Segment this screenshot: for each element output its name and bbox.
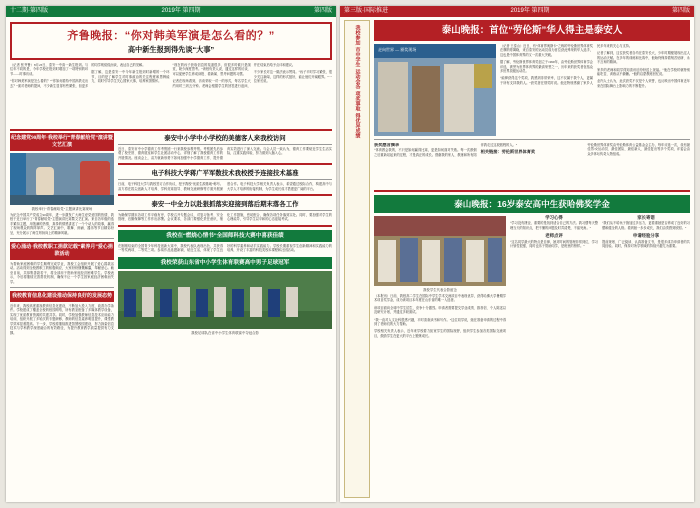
feature-side-4-text: 提前规划、广泛阅读、认真准备文书，是很多成功申请者的共同经验。同时，保持对所学领域的持续兴趣尤为重要。	[602, 239, 690, 249]
center-block-2-text: 日前，电子科技大学与我校签订合作协议，授予我校“优质生源基地”称号。双方将在拔尖创新人才培养、学科竞赛指导、教师交流研修等方面开展深度合作。电子科技大学相关负责人表示，希望通过校际合作，构建高中与大学人才培养的衔接机制，为学生成长成才搭建更广阔的平台。	[118, 182, 332, 191]
divider	[10, 238, 114, 239]
divider	[118, 225, 332, 227]
header-left-text: 第三版·国际推进	[344, 8, 388, 14]
divider	[118, 210, 332, 211]
center-block-5-title: 我校荣获山东省中小学生体育联赛高中男子足球冠军	[118, 257, 332, 269]
page-right	[340, 6, 694, 502]
sidebar-line-3: 运动会各	[354, 69, 360, 89]
feature-side-3-text: “我们从不给孩子施加过多压力，更看重她是否养成了良好的习惯和健全的人格。看到她一步步成长，我们由衷感到欣慰。”	[602, 221, 690, 230]
feature-photo-caption: 我校学生代表合影留念	[423, 288, 457, 292]
center-block-1-text: 近日，泰安市中小学德育工作考察团一行来我校参观考察。考察团先后参观了校史馆、德育展室和学生社团活动中心，详细了解了我校德育工作的开展情况。座谈会上，双方就新形势下如何加强中小学德育工作、提升德育实效进行了深入交流。与会人员一致认为，德育工作要贴近学生生活实际，注重实践体验，努力做到入脑入心。	[118, 147, 332, 160]
block-1-text: 为纪念中国共产党成立90周年，进一步激发广大师生爱党爱国的热情，我校于近日举行了“青春献给党”主题演讲比赛暨文艺汇演。来自各年级的选手紧扣主题，用饱满的热情、真挚的情感讲述了一个个动人的故事，赢得了现场观众的阵阵掌声。文艺汇演中，歌舞、朗诵、器乐等节目精彩纷呈，充分展示了师生昂扬向上的精神风貌。	[10, 213, 114, 235]
right-subsection-2-title: 相关链接：劳伦斯世界体育奖	[480, 149, 536, 155]
photo-students-group	[374, 216, 506, 286]
feature-side-2-text: “这名同学最大的特点是自律，她对时间的管理非常到位，学习计划性很强，同时也乐于帮助同学，是班里的榜样。”	[510, 239, 598, 249]
center-column	[118, 133, 332, 502]
body-paragraph-4: 记者在现场看到，访谈采取一对一的形式，每名学生大约用时三到五分钟。老师会根据学生的回答进行追问，并在结束后给予点评和建议。	[172, 63, 296, 88]
block-2-title: 爱心涌动·我校教职工捐款记载“素养月”爱心捐款活动	[10, 242, 114, 260]
sidebar-line-5: 得优异成绩	[354, 113, 360, 138]
block-2-text: 为帮助家庭困难的学生顺利完成学业，我校工会组织开展了爱心捐款活动。活动得到全校教职工的积极响应，大家纷纷慷慨解囊，奉献爱心。截至目前，共募集善款若干，将全部用于资助家庭经济困难学生。学校表示，今后将继续完善帮扶机制，确保不让一个学生因家庭经济困难而失学。	[10, 262, 114, 284]
divider	[374, 190, 690, 192]
header-right-text: 第四版	[313, 8, 332, 14]
photo-caption-1: 我校举行“青春献给党”主题演讲比赛现场	[31, 207, 93, 211]
center-block-4-text: 在刚刚结束的全国青少年科技创新大赛中，我校代表队表现出色，共获得一等奖两项、二等奖三项。参赛作品选题新颖，贴近生活，体现了学生良好的科学素养和动手实践能力。学校长期重视学生创新精神和实践能力的培养，开设了丰富的科技类校本课程和社团活动。	[118, 243, 332, 253]
page-left	[6, 6, 336, 502]
photo-stage-performance	[10, 153, 114, 205]
divider	[118, 179, 332, 180]
right-body-paragraph-1: 据了解，劳伦斯世界体育奖创立于1999年，由劳伦斯世界体育学会评选，被誉为世界体育界的最高荣誉之一，历年来的获奖者包括众多世界顶级运动员。	[500, 60, 593, 74]
center-block-3-text: 为确保学期末各项工作平稳有序，学校召开专题会议，对复习备考、安全管理、后勤保障等工作作出部署。会议要求，各部门要强化责任意识，细化工作措施，密切配合，确保各项任务落到实处。同时，要加强对学生的心理疏导，引导学生以平和的心态迎接考试。	[118, 213, 332, 222]
body-paragraph-2: 据了解，这是泰安一中今年新生报到时新增的一个环节，目的是了解学生对时事政治的关注程度和思辨能力，同时引导学生关心国家大事，培养家国情怀。	[91, 70, 170, 84]
page-right-header	[340, 6, 694, 17]
divider	[118, 144, 332, 145]
right-body-paragraph-4: 家乡的老师和同学得知喜讯后纷纷送上祝福。“他在学校时就特别能吃苦，训练从不偷懒。”他的启蒙教练回忆说。	[597, 67, 690, 77]
photo-award-ceremony	[374, 44, 496, 136]
sidebar-line-4: 项奖事取	[354, 91, 360, 111]
header-right-text: 第四版	[671, 8, 690, 14]
sidebar-vertical-banner	[344, 20, 370, 498]
photo-caption-2: 我校足球队在省中小学生体育联赛中夺冠合影	[191, 330, 259, 335]
sidebar-line-2: 市中学生	[354, 47, 360, 67]
headline-sub: 高中新生报到得先谈“大事”	[127, 45, 215, 54]
block-3-title: 我校教育信息化建设推动保持良好的发展态势	[10, 291, 114, 302]
right-body-paragraph-2: “能够获得这个奖项，我感到非常荣幸，这不仅属于我个人，更属于所有支持我的人。”获奖者在领奖时说。他还特别感谢了家乡人民多年来的关心与支持。	[500, 44, 633, 85]
body-paragraph-1: “你对韩美军演是怎么看的？”“你如何看待中国高铁走出去？”面对老师的提问，不少新生显得有些紧张，但更多的同学则侃侃而谈，表达自己的见解。	[10, 63, 146, 88]
center-block-1-title: 泰安中小学中小学校的美德客人来我校访问	[164, 135, 286, 142]
divider	[118, 163, 332, 165]
center-block-4-title: 我校在“燃烧心情书”全国师科技大赛中喜获佳绩	[118, 230, 332, 242]
headline-main: 齐鲁晚报：“你对韩美军演是怎么看的？”	[67, 30, 275, 42]
photo-caption-overlay: 走向世界 — 颁奖现场	[378, 47, 417, 52]
header-left-text: 十二期·第四版	[10, 8, 48, 14]
right-subsection-2-text: 劳伦斯世界体育奖由劳伦斯体育公益基金会主办，每年评选一次，设有最佳男/女运动员、最佳团队、最佳新人、最佳复出等多个奖项，评委会由众多体坛传奇人物组成。	[587, 143, 690, 156]
right-lead-paragraph: （记者 王泰山）近日，有“体育界奥斯卡”之称的劳伦斯世界体育奖在摩纳哥揭晓，来自泰安的运动员成为首位获此殊荣的华人选手，这也是中国体育界的又一次重大突破。	[500, 44, 593, 57]
sidebar-line-1: 我校参加	[354, 25, 360, 45]
divider	[10, 129, 332, 131]
body-paragraph-5: 不少家长对这一做法表示赞同。“孩子平时学习紧张，很少关注新闻，这样的形式挺好，能让他们开阔眼界。”一位家长说。	[253, 70, 332, 84]
body-paragraph-3: “现在的孩子获取信息的渠道很多，但很多时候只是浏览，缺少深度思考。”该校负责人说，通过这样的访谈，可以促使学生养成读报、看新闻、思考问题的习惯。	[172, 63, 251, 76]
right-lead-body	[500, 44, 690, 136]
lead-headline-box	[10, 22, 332, 60]
feature-side-1-title: 学习心得	[545, 215, 563, 220]
feature-paragraph-2: 该项目面向全球中学生招生，竞争十分激烈。申请者需要提交学业成绩、推荐信、个人陈述以及研究计划，并通过多轮面试。	[374, 305, 506, 315]
feature-side-3-title: 家长寄语	[637, 215, 655, 220]
feature-side-1-text: “学习没有捷径，重要的是找到适合自己的方法。我习惯每天整理当天的知识点，把不懂的问题及时弄清楚，不留死角。”	[510, 221, 598, 230]
divider	[118, 194, 332, 196]
feature-title: 泰山晚报：16岁泰安高中生获哈佛奖学金	[374, 195, 690, 213]
feature-paragraph-3: “我一直对人文社科很感兴趣，平时喜欢读书和写作。”这位同学说，她在准备申请的过程中得到了老师们的大力帮助。	[374, 317, 506, 327]
right-body-paragraph-5: 业内人士认为，此次获奖不仅是个人荣誉，也反映出中国体育近年来在国际舞台上影响力的不断提升。	[597, 79, 690, 88]
divider	[374, 139, 690, 140]
divider	[10, 287, 114, 288]
right-body-paragraph-3: 记者了解到，这位获奖者自幼在泰安长大，少年时期便展现出过人的运动天赋。在多年的训练和比赛中，他始终保持着刻苦钻研、永不言弃的精神。	[597, 51, 690, 65]
block-3-text: 近年来，我校高度重视教育信息化建设，不断加大投入力度，改善办学条件。学校建成了覆盖全校的校园网络，所有教室配备了多媒体教学设备，实现了优质教育资源的共建共享。同时，学校加强教师信息技术应用能力培训，组织开展了多轮次的专题研修，教师的信息素养明显提升，课堂教学效率显著提高。下一步，学校将继续推进智慧校园建设，努力探索信息技术与学科教学深度融合的有效路径，为提升教育教学质量提供有力支撑。	[10, 304, 114, 335]
feature-paragraph-1: （本报讯）日前，我校高二学生在国际中学生学术交流项目中表现优异，获得哈佛大学暑期学术项目奖学金，成为该项目本年度在山东省的唯一入选者。	[374, 294, 506, 303]
center-block-2-title: 电子科技大学蒋广平军数技术我校授予连接技术基准	[151, 170, 299, 178]
feature-side-2-title: 老师点评	[545, 233, 563, 239]
right-subsection-1-text: “体育教会我的，不只是如何赢得比赛，更是如何面对失败。每一次跌倒之后重新站起来的过程，才是真正的成长。感谢我的家人、教练和所有陪伴我走过这段旅程的人。”	[374, 143, 518, 157]
right-headline-main: 泰山晚报：首位“劳伦斯”华人得主是泰安人	[374, 20, 690, 41]
feature-paragraph-4: 学校相关负责人表示，近年来学校着力拓宽学生的国际视野，组织学生参加各类国际交流项目，鼓励学生在更大的平台上锻炼成长。	[374, 329, 506, 338]
lead-article-body	[10, 63, 332, 127]
right-subsection-1-title: 获奖感言摘录	[374, 143, 400, 147]
block-1-title: 纪念建党90周年·我校举行“青春献给党”演讲暨文艺汇演	[10, 133, 114, 151]
page-left-header	[6, 6, 336, 17]
right-subsections	[374, 143, 690, 187]
left-column	[10, 133, 114, 502]
photo-team-photo	[118, 271, 332, 329]
center-block-3-title: 泰安一中全力以赴狠抓落实迎接到落后期末落各工作	[151, 201, 299, 209]
feature-side-4-title: 申请经验分享	[632, 233, 660, 239]
header-center-text: 2019年 第四期	[510, 8, 550, 14]
lead-paragraph: （记者 张齐鲁）8月23日，泰安一中高一新生报到。与往年不同的是，今年学校在报到时增加了一项特别的环节——时事访谈。	[10, 63, 89, 76]
feature-side-sections	[510, 216, 690, 496]
header-center-text: 2019年 第四期	[161, 8, 201, 14]
